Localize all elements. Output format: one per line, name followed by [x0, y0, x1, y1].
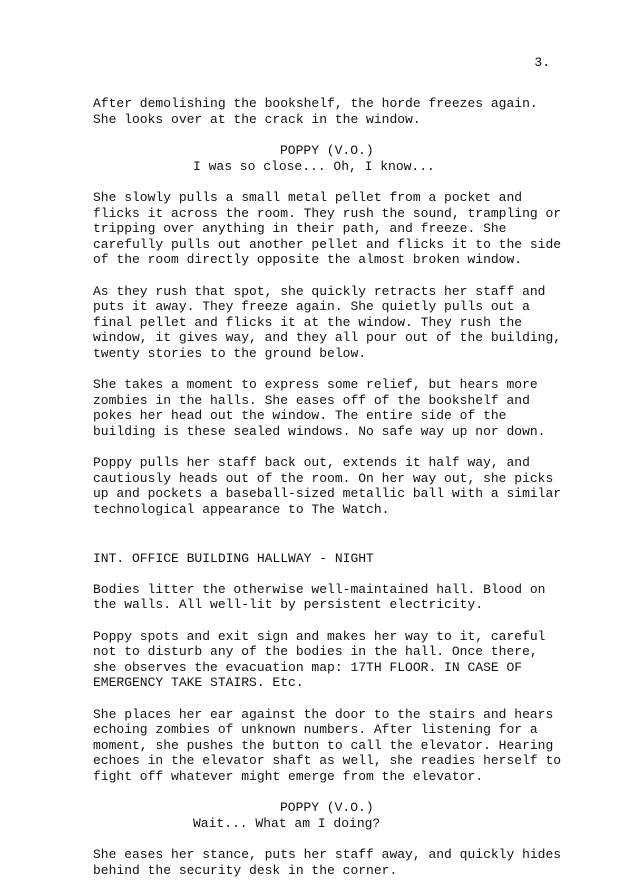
- page-number: 3.: [534, 55, 550, 70]
- dialogue-line: I was so close... Oh, I know...: [193, 158, 435, 174]
- action-block: She slowly pulls a small metal pellet from a pocket and flicks it across the room. They rush the sound, trampling or tripping over anything in their path, and freeze. She carefully pulls out another pellet and flicks it to the side of the room directly opposite the almost broken window.: [93, 190, 562, 267]
- dialogue-line: Wait... What am I doing?: [193, 815, 381, 831]
- character-name: POPPY (V.O.): [280, 143, 374, 158]
- script-body: [93, 96, 563, 894]
- character-name: POPPY (V.O.): [280, 800, 374, 815]
- action-block: Poppy spots and exit sign and makes her way to it, careful not to disturb any of the bodies in the hall. Once there, she observes the evacuation map: 17TH FLOOR. IN CASE OF EMERGENCY TAKE STAIRS. Etc.: [93, 628, 546, 690]
- action-block: She eases her stance, puts her staff away, and quickly hides behind the security desk in the corner.: [93, 847, 562, 878]
- action-block: After demolishing the bookshelf, the horde freezes again. She looks over at the crack in the window.: [93, 96, 538, 127]
- dialogue-block: [93, 800, 563, 831]
- action-block: She places her ear against the door to the stairs and hears echoing zombies of unknown numbers. After listening for a moment, she pushes the button to call the elevator. Hearing echoes in the elevator shaft as well, she readies herself to fight off whatever might emerge from the elevator.: [93, 706, 562, 784]
- dialogue-block: [93, 143, 563, 174]
- action-block: As they rush that spot, she quickly retracts her staff and puts it away. They freeze again. She quietly pulls out a final pellet and flicks it at the window. They rush the window, it gives way, and they all pour out of the building, twenty stories to the ground below.: [93, 283, 562, 361]
- action-block: Bodies litter the otherwise well-maintained hall. Blood on the walls. All well-lit by persistent electricity.: [93, 581, 546, 612]
- scene-heading: INT. OFFICE BUILDING HALLWAY - NIGHT: [93, 551, 374, 566]
- action-block: Poppy pulls her staff back out, extends it half way, and cautiously heads out of the room. On her way out, she picks up and pockets a baseball-sized metallic ball with a similar technological appearance to The Watch.: [93, 455, 562, 517]
- action-block: She takes a moment to express some relief, but hears more zombies in the halls. She eases off of the bookshelf and pokes her head out the window. The entire side of the building is these sealed windows. No safe way up nor down.: [93, 377, 546, 439]
